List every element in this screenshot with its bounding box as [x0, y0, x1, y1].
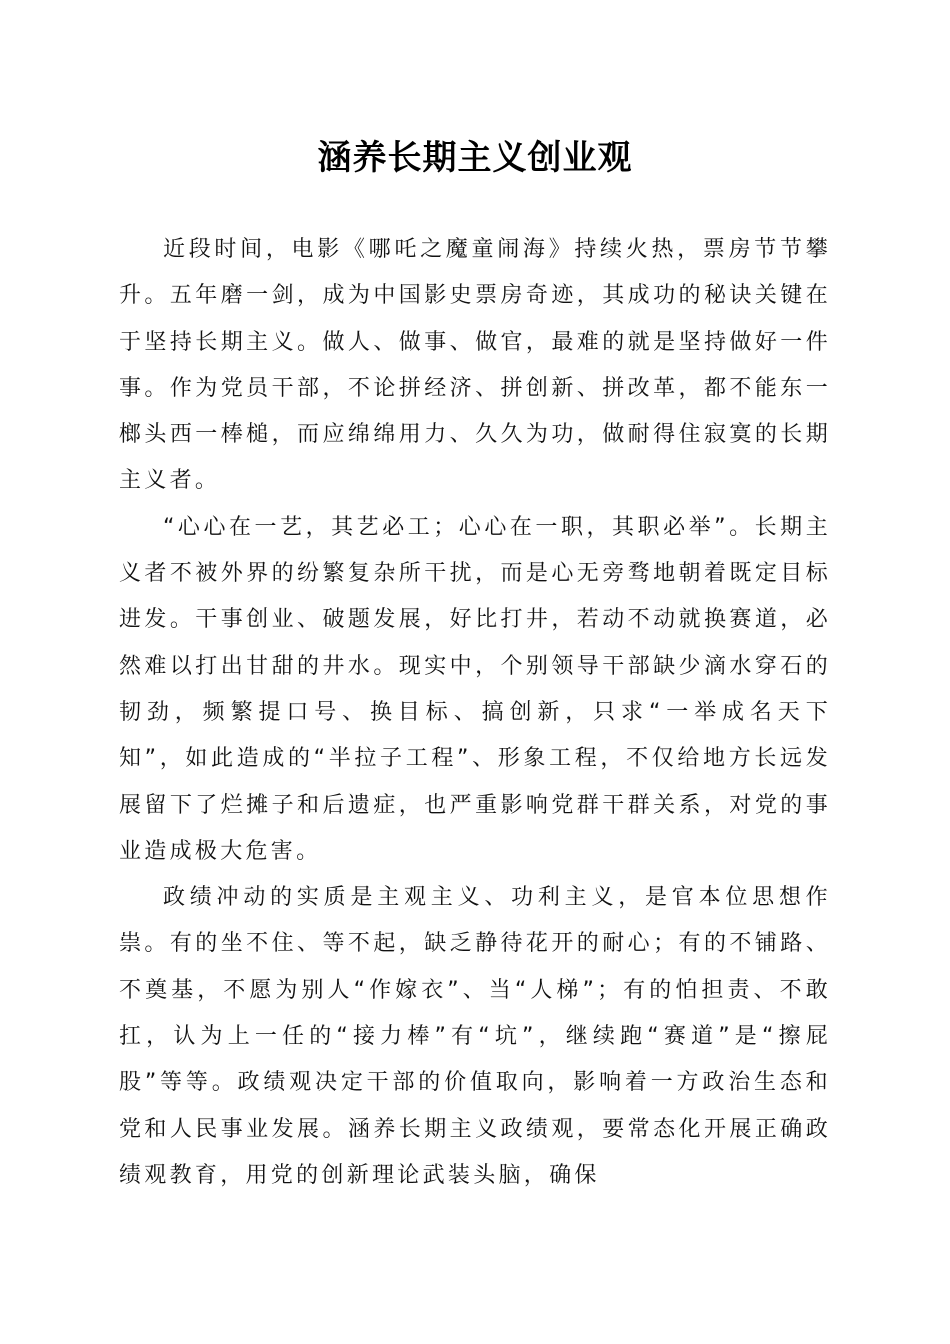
document-body — [119, 227, 831, 1199]
document-title: 涵养长期主义创业观 — [317, 138, 633, 178]
paragraph-3: 政绩冲动的实质是主观主义、功利主义，是官本位思想作祟。有的坐不住、等不起，缺乏静待花开的耐心；有的不铺路、不奠基，不愿为别人“作嫁衣”、当“人梯”；有的怕担责、不敢扛，认为上一任的“接力棒”有“坑”，继续跑“赛道”是“擦屁股”等等。政绩观决定干部的价值取向，影响着一方政治生态和党和人民事业发展。涵养长期主义政绩观，要常态化开展正确政绩观教育，用党的创新理论武装头脑，确保 — [119, 885, 831, 1188]
paragraph-2: “心心在一艺，其艺必工；心心在一职，其职必举”。长期主义者不被外界的纷繁复杂所干扰，而是心无旁骛地朝着既定目标进发。干事创业、破题发展，好比打井，若动不动就换赛道，必然难以打出甘甜的井水。现实中，个别领导干部缺少滴水穿石的韧劲，频繁提口号、换目标、搞创新，只求“一举成名天下知”，如此造成的“半拉子工程”、形象工程，不仅给地方长远发展留下了烂摊子和后遗症，也严重影响党群干群关系，对党的事业造成极大危害。 — [119, 514, 831, 864]
paragraph-1: 近段时间，电影《哪吒之魔童闹海》持续火热，票房节节攀升。五年磨一剑，成为中国影史票房奇迹，其成功的秘诀关键在于坚持长期主义。做人、做事、做官，最难的就是坚持做好一件事。作为党员干部，不论拼经济、拼创新、拼改革，都不能东一榔头西一棒槌，而应绵绵用力、久久为功，做耐得住寂寞的长期主义者。 — [119, 237, 831, 494]
